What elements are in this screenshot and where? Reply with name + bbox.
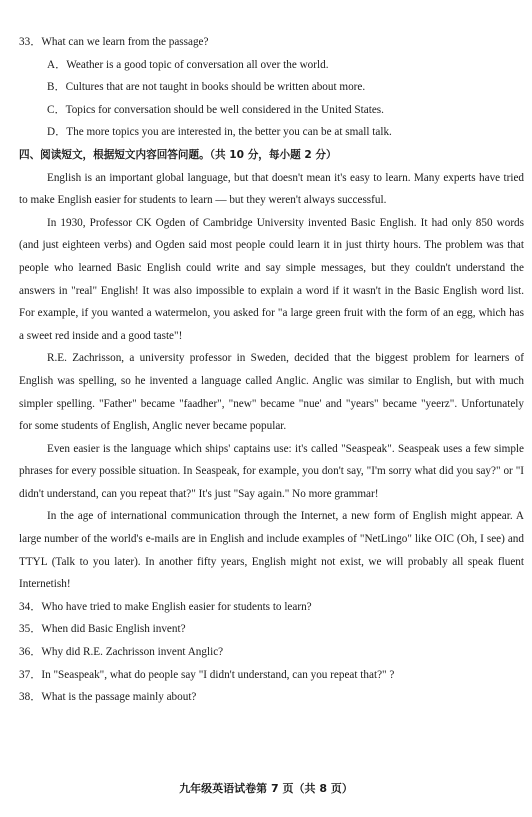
question-33-option-a: A．Weather is a good topic of conversation all over the world. [47,58,329,71]
question-33-stem: 33．What can we learn from the passage? [19,36,209,48]
question-34: 34．Who have tried to make English easier for students to learn? [19,600,312,613]
question-33-option-c: C．Topics for conversation should be well considered in the United States. [47,103,384,116]
question-37: 37．In "Seaspeak", what do people say "I didn't understand, can you repeat that?" ? [19,668,395,681]
passage-paragraph: R.E. Zachrisson, a university professor in Sweden, decided that the biggest problem for learners of English was spelling, so he invented a language called Anglic. Anglic was similar to English, but with much simpler spelling. "Father" became "faadher", "new" became "nue' and "years" became "yeerz". Unfortunately for some students of English, Anglic never became popular. [19,352,524,433]
question-33 [19,31,524,144]
passage-paragraph: In the age of international communication through the Internet, a new form of English might appear. A large number of the world's e-mails are in English and include examples of "NetLingo" like OIC (Oh, I see) and TTYL (Talk to you later). In another fifty years, English might not exist, we will probably all speak fluent Internetish! [19,510,524,591]
page-footer: 九年级英语试卷第 7 页（共 8 页） [179,782,353,795]
question-33-option-b: B．Cultures that are not taught in books should be written about more. [47,81,366,94]
question-35: 35．When did Basic English invent? [19,623,186,636]
section-four-heading: 四、阅读短文，根据短文内容回答问题。（共 10 分，每小题 2 分） [19,148,337,161]
page-content [19,31,524,709]
question-list [19,596,524,709]
question-38: 38．What is the passage mainly about? [19,691,197,704]
passage-paragraph: Even easier is the language which ships' captains use: it's called "Seaspeak". Seaspeak uses a few simple phrases for every possible situation. In Seaspeak, for example, you don't say, "I'm sorry what did you say?" or "I didn't understand, can you repeat that?" It's just "Say again." No more grammar! [19,442,524,500]
reading-passage [19,167,524,596]
passage-paragraph: English is an important global language, but that doesn't mean it's easy to learn. Many experts have tried to make English easier for students to learn — but they weren't always successful. [19,171,524,207]
question-33-option-d: D．The more topics you are interested in, the better you can be at small talk. [47,126,392,139]
question-36: 36．Why did R.E. Zachrisson invent Anglic? [19,646,224,659]
passage-paragraph: In 1930, Professor CK Ogden of Cambridge University invented Basic English. It had only 850 words (and just eighteen verbs) and Ogden said most people could learn it in just thirty hours. The problem was that people who learned Basic English could write and say simple messages, but they couldn't understand the answers in "real" English! It was also impossible to explain a word if it wasn't in the Basic English word list. For example, if you wanted a watermelon, you asked for "a large green fruit with the form of an egg, which has a sweet red inside and a good taste"! [19,216,524,342]
